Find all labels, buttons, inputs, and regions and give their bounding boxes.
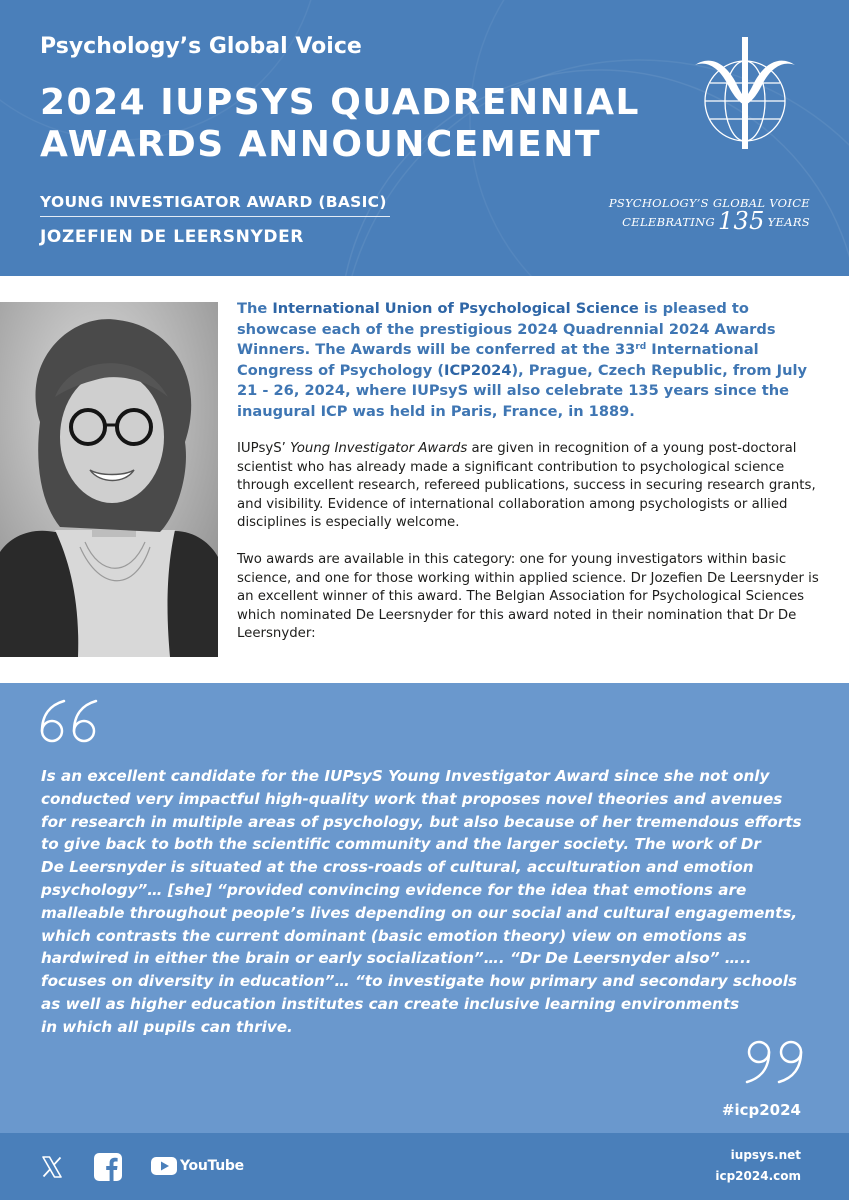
hashtag: #icp2024 — [721, 1101, 801, 1119]
org-name: International Union of Psychological Science — [272, 300, 639, 317]
facebook-icon[interactable] — [94, 1153, 122, 1181]
header-banner — [0, 0, 849, 276]
quote-line: as well as higher education institutes can create inclusive learning environments — [41, 994, 740, 1013]
winner-portrait-photo — [0, 302, 218, 657]
intro-paragraph — [237, 299, 825, 423]
website-link-icp2024[interactable]: icp2024.com — [715, 1169, 801, 1183]
body-paragraph-1 — [237, 440, 829, 533]
close-quote-icon — [743, 1036, 805, 1086]
intro-text-1: The — [237, 300, 273, 317]
quote-line: conducted very impactful high-quality work that proposes novel theories and avenues — [41, 789, 783, 808]
p1-text-b: are given in recognition of a young post-doctoral scientist who has already made a significant contribution to psychological science through excellent research, refereed publications, success in securing research grants, and visibility. Evidence of international collaboration among psychologists or allied disciplines is especially welcome. — [237, 441, 816, 531]
quote-line: to give back to both the scientific community and the larger society. The work of Dr — [41, 835, 761, 854]
nomination-quote-box — [0, 683, 849, 1133]
p1-award-name: Young Investigator Awards — [290, 441, 468, 456]
youtube-play-icon — [151, 1157, 177, 1175]
title-line-2: AWARDS ANNOUNCEMENT — [40, 124, 601, 165]
quote-text — [41, 765, 811, 1039]
tagline: Psychology’s Global Voice — [40, 34, 362, 59]
intro-text-2: is pleased to showcase each of the prestigious 2024 Quadrennial 2024 Awards Winners. The Awards will be conferred at the 33 — [237, 300, 776, 359]
quote-line: malleable throughout people’s lives depending on our social and cultural engagements, — [41, 903, 798, 922]
x-twitter-icon[interactable] — [40, 1155, 64, 1179]
quote-line: psychology”… [she] “provided convincing evidence for the idea that emotions are — [41, 880, 747, 899]
quote-line: for research in multiple areas of psychology, but also because of her tremendous efforts — [41, 812, 802, 831]
quote-line: in which all pupils can thrive. — [41, 1017, 293, 1036]
logo-celebrating: CELEBRATING — [622, 215, 715, 229]
logo-anniversary — [560, 207, 810, 235]
quote-line: Is an excellent candidate for the IUPsyS Young Investigator Award since she not only — [41, 767, 770, 785]
website-link-iupsys[interactable]: iupsys.net — [730, 1148, 801, 1162]
title-line-1: 2024 IUPSYS QUADRENNIAL — [40, 82, 640, 123]
winner-name: JOZEFIEN DE LEERSNYDER — [40, 227, 304, 247]
quote-line: De Leersnyder is situated at the cross-roads of cultural, acculturation and emotion — [41, 858, 754, 877]
intro-text-4: ), Prague, Czech Republic, from July 21 - 26, 2024, where IUPsyS will also celebrate 135 years since the inaugural ICP was held in Paris, France, in 1889. — [237, 361, 808, 420]
iupsys-psi-globe-logo — [690, 33, 800, 153]
award-category: YOUNG INVESTIGATOR AWARD (BASIC) — [40, 193, 390, 217]
quote-line: hardwired in either the brain or early socialization”…. “Dr De Leersnyder also” ….. — [41, 949, 752, 968]
logo-years: YEARS — [767, 215, 810, 229]
body-paragraph-2: Two awards are available in this category: one for young investigators within basic science, and one for those working within applied science. Dr Jozefien De Leersnyder is an excellent winner of this award. The Belgian Association for Psychological Sciences which nominated De Leersnyder for this award noted in their nomination that Dr De Leersnyder: — [237, 552, 819, 642]
youtube-link[interactable] — [151, 1157, 244, 1175]
quote-line: focuses on diversity in education”… “to investigate how primary and secondary schools — [41, 972, 797, 991]
icp-code: ICP2024 — [444, 361, 512, 379]
p1-text-a: IUPsyS’ — [237, 441, 291, 456]
quote-line: which contrasts the current dominant (basic emotion theory) view on emotions as — [41, 926, 747, 945]
intro-text-3: International Congress of Psychology ( — [237, 341, 759, 379]
page-title — [40, 82, 640, 166]
logo-years-number: 135 — [717, 207, 765, 235]
ordinal-suffix: rd — [635, 342, 647, 353]
open-quote-icon — [38, 697, 100, 747]
youtube-label: YouTube — [180, 1158, 244, 1174]
footer-bar — [0, 1133, 849, 1200]
logo-caption: PSYCHOLOGY’S GLOBAL VOICE — [608, 196, 810, 210]
